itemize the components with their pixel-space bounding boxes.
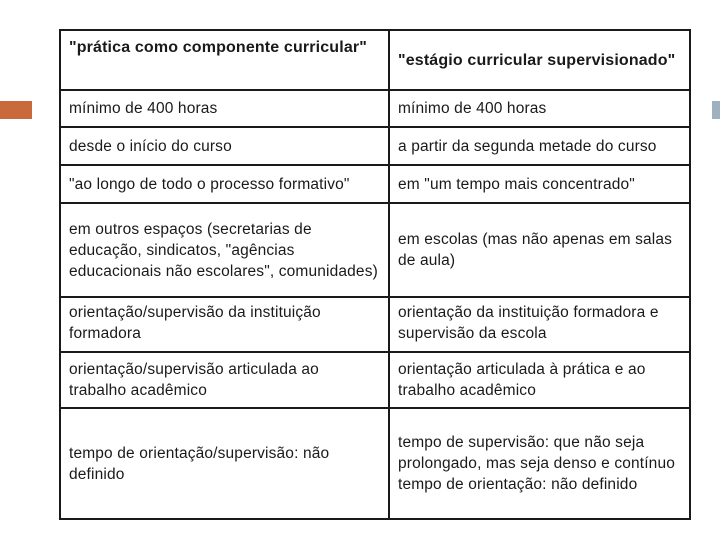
row-cell-left: orientação/supervisão articulada ao trabalho acadêmico (61, 352, 389, 408)
table-row (61, 352, 689, 408)
row-cell-right: em "um tempo mais concentrado" (389, 165, 689, 203)
table-header-row (61, 31, 689, 90)
comparison-table (59, 29, 691, 520)
table-row (61, 408, 689, 518)
header-cell-pratica: "prática como componente curricular" (61, 31, 389, 90)
row-cell-text: orientação da instituição formadora e supervisão da escola (398, 304, 659, 342)
table-row (61, 203, 689, 297)
comparison-table-grid (61, 31, 689, 518)
row-cell-right: em escolas (mas não apenas em salas de aula) (389, 203, 689, 297)
slide-accent-bar-right (712, 101, 720, 119)
row-cell-left (61, 297, 389, 352)
row-cell-left: em outros espaços (secretarias de educação, sindicatos, "agências educacionais não escolares", comunidades) (61, 203, 389, 297)
row-cell-left: "ao longo de todo o processo formativo" (61, 165, 389, 203)
row-cell-left: tempo de orientação/supervisão: não definido (61, 408, 389, 518)
row-cell-right (389, 297, 689, 352)
table-row (61, 90, 689, 127)
row-cell-right: mínimo de 400 horas (389, 90, 689, 127)
table-row (61, 165, 689, 203)
table-row (61, 127, 689, 165)
row-cell-left: desde o início do curso (61, 127, 389, 165)
table-row (61, 297, 689, 352)
slide-accent-bar-left (0, 101, 32, 119)
row-cell-right: orientação articulada à prática e ao trabalho acadêmico (389, 352, 689, 408)
header-cell-estagio: "estágio curricular supervisionado" (389, 31, 689, 90)
row-cell-right: a partir da segunda metade do curso (389, 127, 689, 165)
row-cell-text: orientação/supervisão da instituição formadora (69, 304, 321, 342)
row-cell-right: tempo de supervisão: que não seja prolongado, mas seja denso e contínuo tempo de orientação: não definido (389, 408, 689, 518)
row-cell-left: mínimo de 400 horas (61, 90, 389, 127)
